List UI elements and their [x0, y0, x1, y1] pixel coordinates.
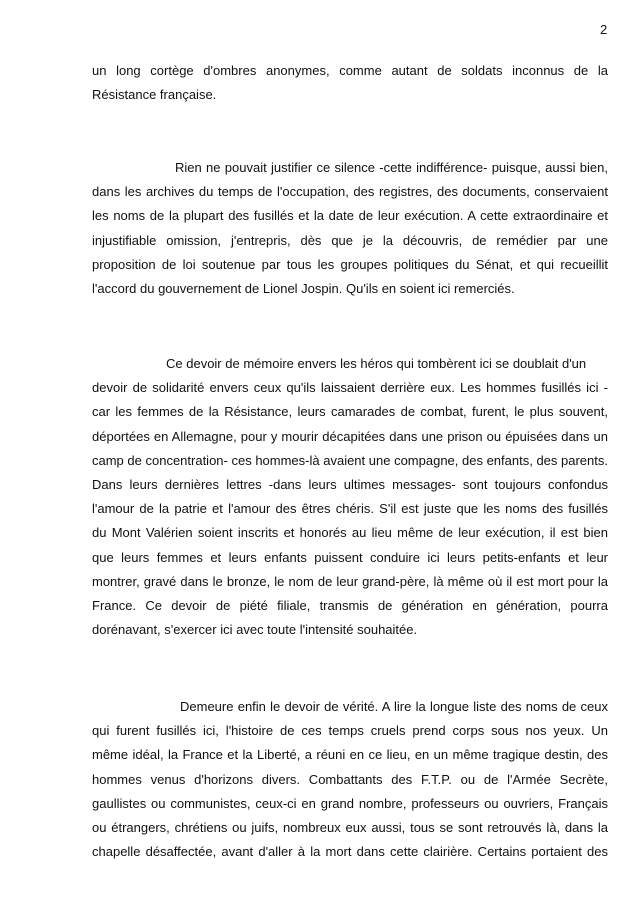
text-line: les noms de la plupart des fusillés et la date de leur exécution. A cette extraordinaire et [92, 208, 608, 224]
text-line: gaullistes ou communistes, ceux-ci en grand nombre, professeurs ou ouvriers, Français [92, 795, 608, 811]
text-line: ou étrangers, chrétiens ou juifs, nombreux eux aussi, tous se sont retrouvés là, dans la [92, 820, 608, 836]
text-line: Ce devoir de mémoire envers les héros qui tombèrent ici se doublait d'un [166, 356, 587, 371]
text-line: France. Ce devoir de piété filiale, transmis de génération en génération, pourra [92, 598, 608, 614]
paragraph-memoire [92, 352, 608, 642]
text-line: Résistance française. [92, 87, 217, 103]
text-line: devoir de solidarité envers ceux qu'ils laissaient derrière eux. Les hommes fusillés ici - [92, 380, 608, 396]
text-line: l'accord du gouvernement de Lionel Jospin. Qu'ils en soient ici remerciés. [92, 281, 515, 297]
text-line: déportées en Allemagne, pour y mourir décapitées dans une prison ou épuisées dans un [92, 428, 608, 444]
text-line: camp de concentration- ces hommes-là avaient une compagne, des enfants, des parents. [92, 452, 608, 468]
text-line: Rien ne pouvait justifier ce silence -cette indifférence- puisque, aussi bien, [175, 160, 608, 175]
text-line: dorénavant, s'exercer ici avec toute l'intensité souhaitée. [92, 622, 418, 638]
paragraph-continuation [92, 59, 608, 107]
text-line: chapelle désaffectée, avant d'aller à la mort dans cette clairière. Certains portaient des [92, 844, 608, 860]
paragraph-verite [92, 695, 608, 864]
page-number: 2 [600, 22, 608, 37]
text-line: montrer, gravé dans le bronze, le nom de leur grand-père, là même où il est mort pour la [92, 573, 608, 589]
text-line: que leurs femmes et leurs enfants puissent conduire ici leurs petits-enfants et leur [92, 549, 608, 565]
text-line: proposition de loi soutenue par tous les groupes politiques du Sénat, et qui recueillit [92, 256, 608, 272]
text-line: Dans leurs dernières lettres -dans leurs ultimes messages- sont toujours confondus [92, 477, 608, 493]
text-line: qui furent fusillés ici, l'histoire de ces temps cruels prend corps sous nos yeux. Un [92, 723, 608, 739]
text-line: même idéal, la France et la Liberté, a réuni en ce lieu, en un même tragique destin, des [92, 747, 608, 763]
text-line: un long cortège d'ombres anonymes, comme autant de soldats inconnus de la [92, 63, 608, 78]
text-line: l'amour de la patrie et l'amour des êtres chéris. S'il est juste que les noms des fusillés [92, 501, 608, 517]
text-line: injustifiable omission, j'entrepris, dès que je la découvris, de remédier par une [92, 232, 608, 248]
text-line: car les femmes de la Résistance, leurs camarades de combat, furent, le plus souvent, [92, 404, 608, 420]
text-line: hommes venus d'horizons divers. Combattants des F.T.P. ou de l'Armée Secrète, [92, 771, 608, 787]
text-line: Demeure enfin le devoir de vérité. A lire la longue liste des noms de ceux [180, 699, 608, 714]
text-line: dans les archives du temps de l'occupation, des registres, des documents, conservaient [92, 184, 608, 200]
text-line: du Mont Valérien soient inscrits et honorés au lieu même de leur exécution, il est bien [92, 525, 608, 541]
paragraph-silence [92, 156, 608, 301]
